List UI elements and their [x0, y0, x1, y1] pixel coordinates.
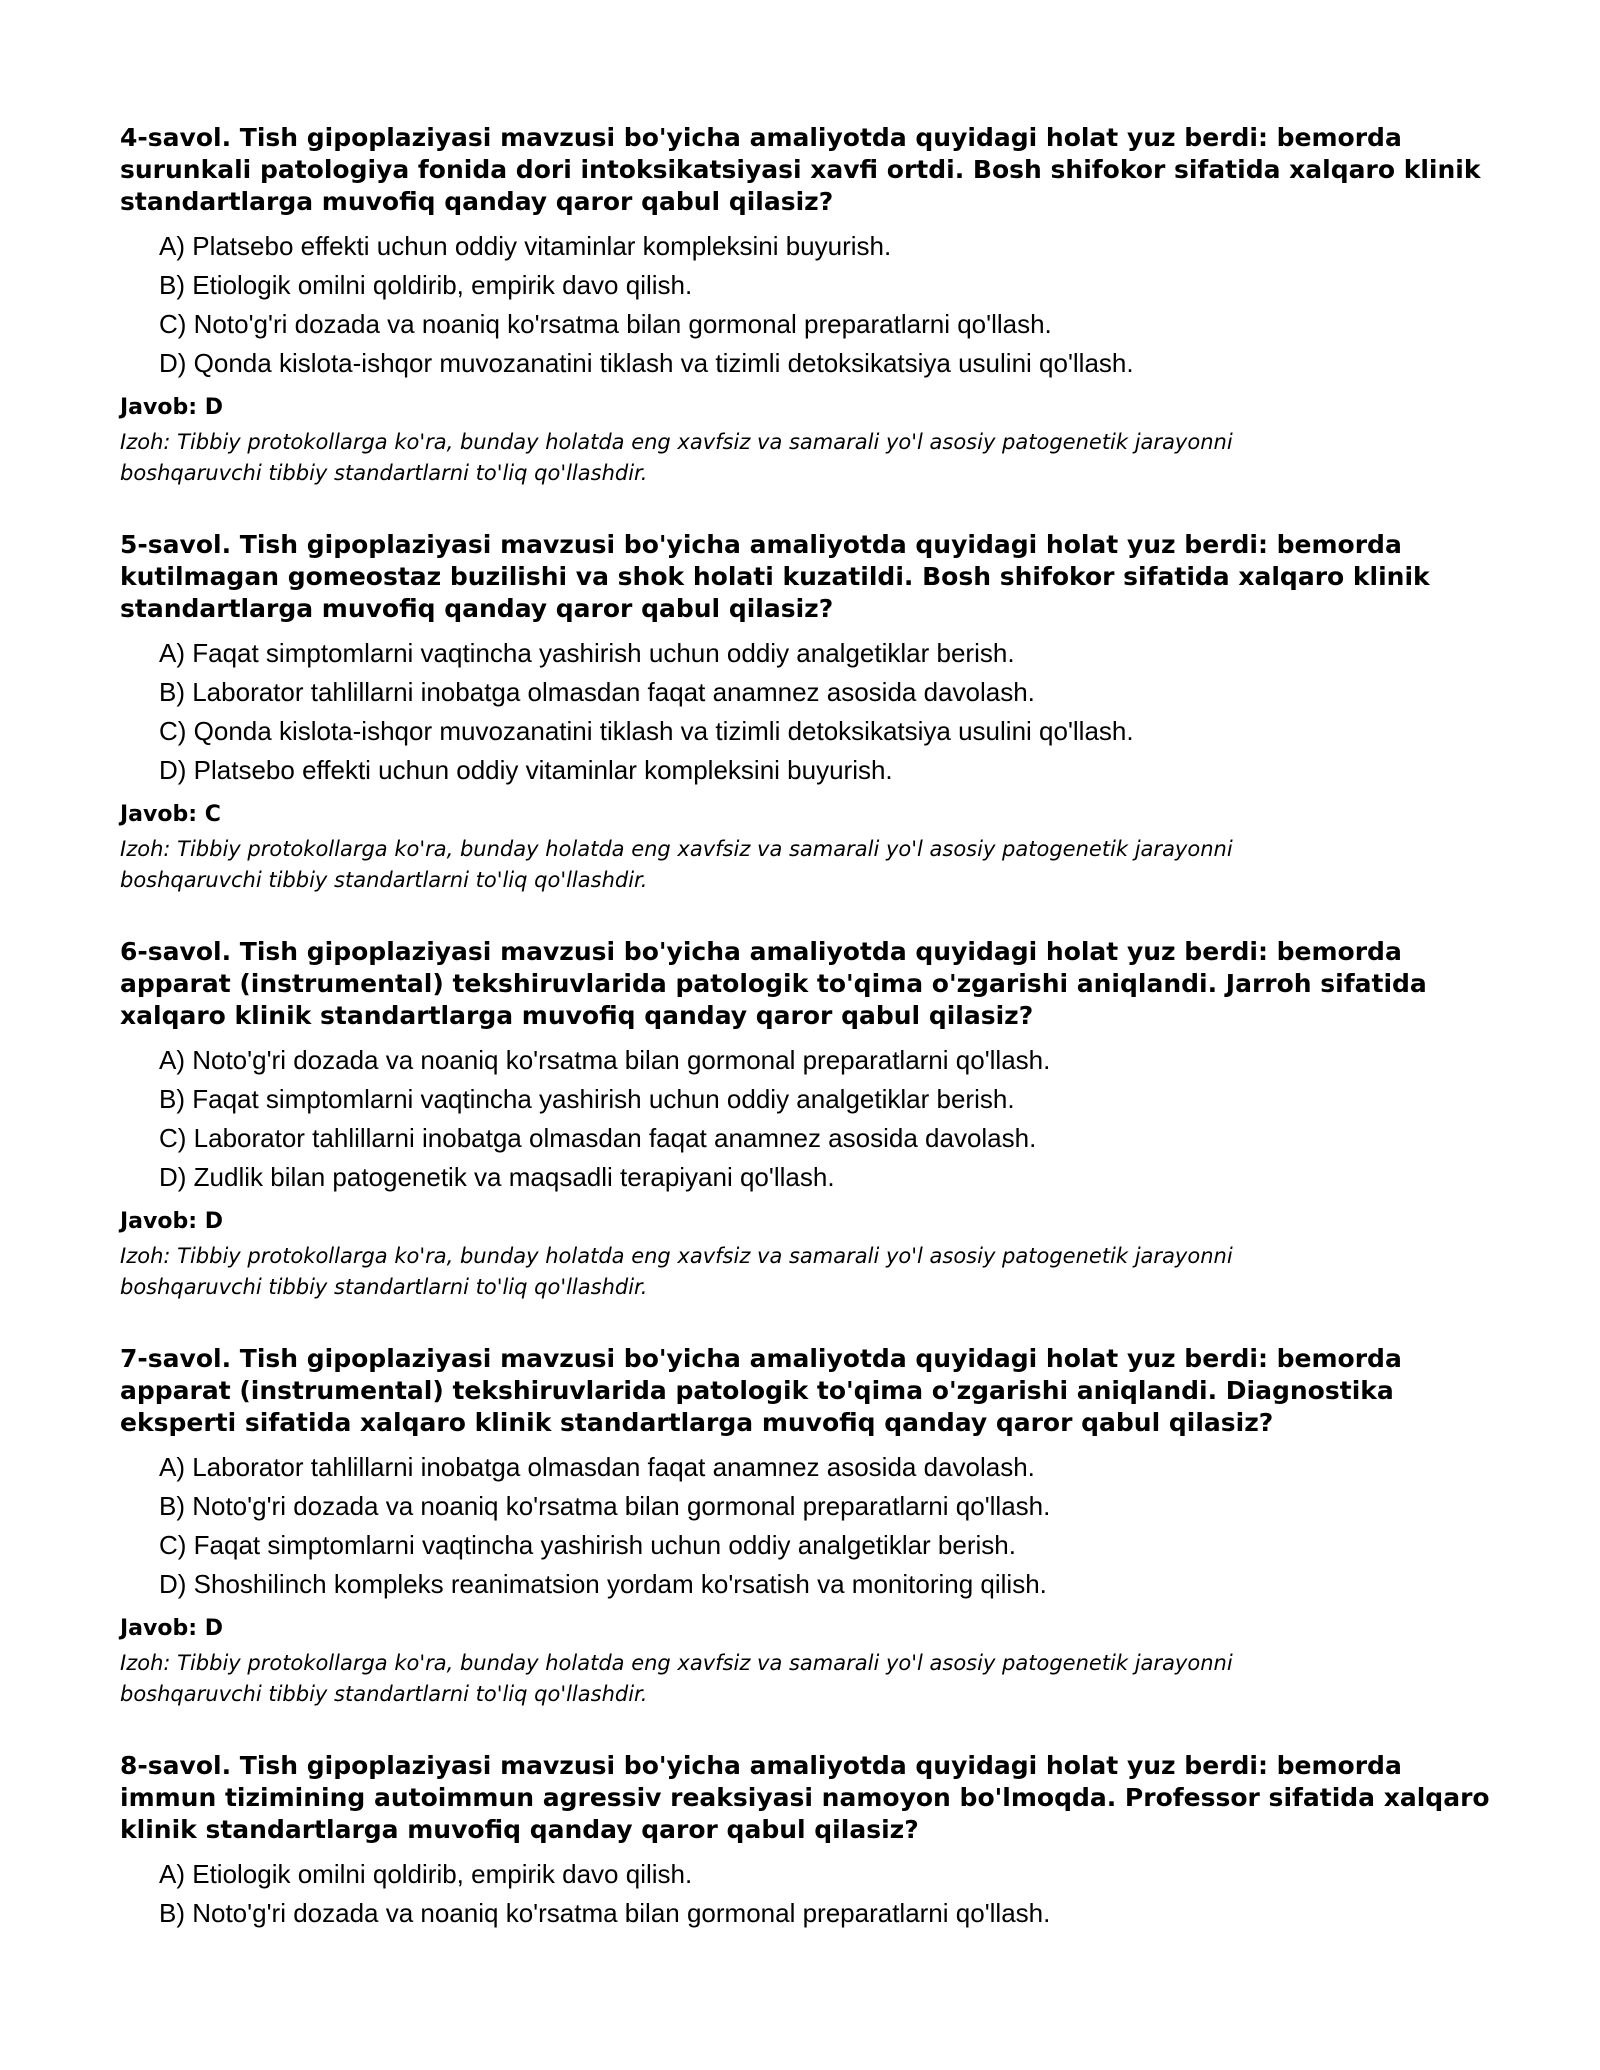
question-title: 5-savol. Tish gipoplaziyasi mavzusi bo'yicha amaliyotda quyidagi holat yuz berdi: bemorda kutilmagan gomeostaz buzilishi va shok holati kuzatildi. Bosh shifokor sifatida xalqaro klinik standartlarga muvofiq qanday qaror qabul qilasiz?: [120, 530, 1430, 623]
option-d: D) Qonda kislota-ishqor muvozanatini tiklash va tizimli detoksikatsiya usulini qo'llash.: [159, 348, 1134, 378]
option-c: C) Noto'g'ri dozada va noaniq ko'rsatma bilan gormonal preparatlarni qo'llash.: [159, 309, 1052, 339]
option-list: [120, 1041, 1490, 1197]
answer-label: Javob: D: [120, 1209, 223, 1234]
explanation-text: Izoh: Tibbiy protokollarga ko'ra, bunday holatda eng xavfsiz va samarali yo'l asosiy patogenetik jarayonni boshqaruvchi tibbiy standartlarni to'liq qo'llashdir.: [120, 837, 1233, 892]
option-list: [120, 1448, 1490, 1604]
question-4: [120, 122, 1490, 489]
answer-label: Javob: D: [120, 1616, 223, 1641]
option-b: B) Noto'g'ri dozada va noaniq ko'rsatma bilan gormonal preparatlarni qo'llash.: [159, 1898, 1051, 1928]
question-7: [120, 1343, 1490, 1710]
question-5: [120, 529, 1490, 896]
answer-label: Javob: D: [120, 395, 223, 420]
question-title: 7-savol. Tish gipoplaziyasi mavzusi bo'yicha amaliyotda quyidagi holat yuz berdi: bemorda apparat (instrumental) tekshiruvlarida patologik to'qima o'zgarishi aniqlandi. Diagnostika eksperti sifatida xalqaro klinik standartlarga muvofiq qanday qaror qabul qilasiz?: [120, 1344, 1402, 1437]
explanation-text: Izoh: Tibbiy protokollarga ko'ra, bunday holatda eng xavfsiz va samarali yo'l asosiy patogenetik jarayonni boshqaruvchi tibbiy standartlarni to'liq qo'llashdir.: [120, 1651, 1233, 1706]
option-a: A) Platsebo effekti uchun oddiy vitaminlar kompleksini buyurish.: [159, 231, 892, 261]
question-6: [120, 936, 1490, 1303]
option-b: B) Faqat simptomlarni vaqtincha yashirish uchun oddiy analgetiklar berish.: [159, 1084, 1015, 1114]
option-a: A) Faqat simptomlarni vaqtincha yashirish uchun oddiy analgetiklar berish.: [159, 638, 1015, 668]
option-c: C) Faqat simptomlarni vaqtincha yashirish uchun oddiy analgetiklar berish.: [159, 1530, 1016, 1560]
option-b: B) Noto'g'ri dozada va noaniq ko'rsatma bilan gormonal preparatlarni qo'llash.: [159, 1491, 1051, 1521]
explanation-text: Izoh: Tibbiy protokollarga ko'ra, bunday holatda eng xavfsiz va samarali yo'l asosiy patogenetik jarayonni boshqaruvchi tibbiy standartlarni to'liq qo'llashdir.: [120, 430, 1233, 485]
question-title: 4-savol. Tish gipoplaziyasi mavzusi bo'yicha amaliyotda quyidagi holat yuz berdi: bemorda surunkali patologiya fonida dori intoksikatsiyasi xavfi ortdi. Bosh shifokor sifatida xalqaro klinik standartlarga muvofiq qanday qaror qabul qilasiz?: [120, 123, 1481, 216]
question-title: 6-savol. Tish gipoplaziyasi mavzusi bo'yicha amaliyotda quyidagi holat yuz berdi: bemorda apparat (instrumental) tekshiruvlarida patologik to'qima o'zgarishi aniqlandi. Jarroh sifatida xalqaro klinik standartlarga muvofiq qanday qaror qabul qilasiz?: [120, 937, 1427, 1030]
option-b: B) Etiologik omilni qoldirib, empirik davo qilish.: [159, 270, 693, 300]
option-list: [120, 1855, 1490, 1933]
question-8: [120, 1750, 1490, 1933]
option-c: C) Qonda kislota-ishqor muvozanatini tiklash va tizimli detoksikatsiya usulini qo'llash.: [159, 716, 1134, 746]
option-c: C) Laborator tahlillarni inobatga olmasdan faqat anamnez asosida davolash.: [159, 1123, 1037, 1153]
explanation-text: Izoh: Tibbiy protokollarga ko'ra, bunday holatda eng xavfsiz va samarali yo'l asosiy patogenetik jarayonni boshqaruvchi tibbiy standartlarni to'liq qo'llashdir.: [120, 1244, 1233, 1299]
option-list: [120, 227, 1490, 383]
option-d: D) Shoshilinch kompleks reanimatsion yordam ko'rsatish va monitoring qilish.: [159, 1569, 1047, 1599]
question-title: 8-savol. Tish gipoplaziyasi mavzusi bo'yicha amaliyotda quyidagi holat yuz berdi: bemorda immun tizimining autoimmun agressiv reaksiyasi namoyon bo'lmoqda. Professor sifatida xalqaro klinik standartlarga muvofiq qanday qaror qabul qilasiz?: [120, 1751, 1490, 1844]
option-d: D) Platsebo effekti uchun oddiy vitaminlar kompleksini buyurish.: [159, 755, 893, 785]
option-b: B) Laborator tahlillarni inobatga olmasdan faqat anamnez asosida davolash.: [159, 677, 1035, 707]
answer-label: Javob: C: [120, 802, 221, 827]
option-a: A) Noto'g'ri dozada va noaniq ko'rsatma bilan gormonal preparatlarni qo'llash.: [159, 1045, 1051, 1075]
option-a: A) Etiologik omilni qoldirib, empirik davo qilish.: [159, 1859, 693, 1889]
option-a: A) Laborator tahlillarni inobatga olmasdan faqat anamnez asosida davolash.: [159, 1452, 1035, 1482]
document-page: [120, 122, 1490, 1973]
option-list: [120, 634, 1490, 790]
option-d: D) Zudlik bilan patogenetik va maqsadli terapiyani qo'llash.: [159, 1162, 835, 1192]
